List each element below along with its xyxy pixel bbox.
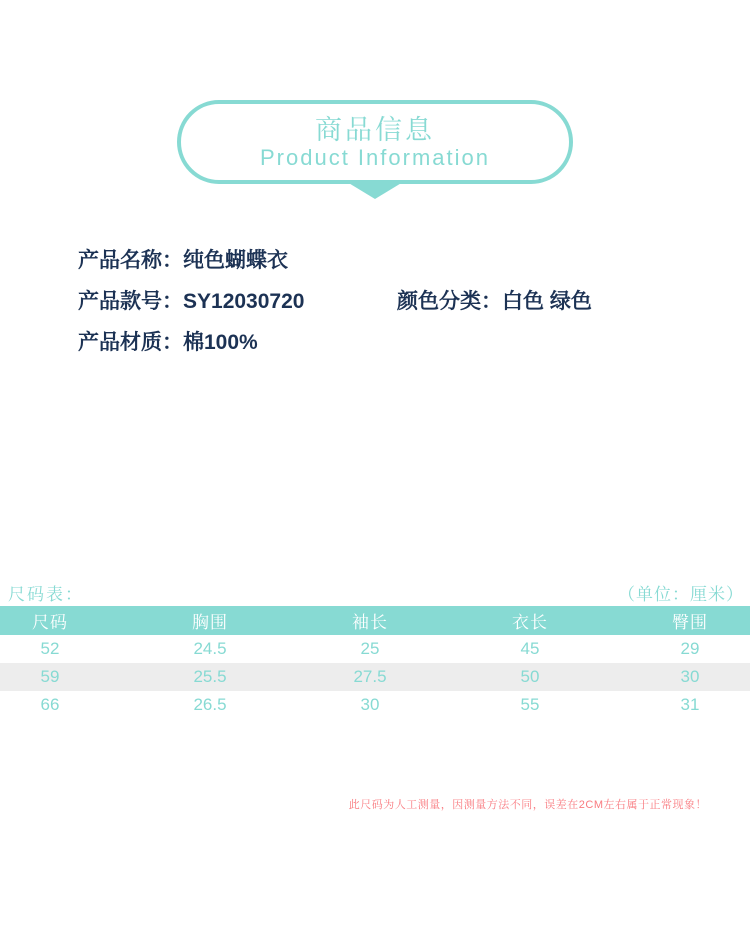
table-header-row: [0, 606, 750, 635]
product-material-row: [78, 331, 258, 355]
table-cell: 55: [520, 695, 540, 714]
table-row: [0, 691, 750, 719]
table-cell: 66: [40, 695, 60, 714]
table-cell: 50: [520, 667, 540, 686]
product-name-value: 纯色蝴蝶衣: [183, 249, 288, 272]
table-row: [0, 635, 750, 663]
table-header-cell: 衣长: [450, 606, 610, 635]
table-cell: 27.5: [353, 667, 387, 686]
table-header-cell: 尺码: [0, 606, 130, 635]
product-material-label: 产品材质：: [78, 331, 183, 354]
product-color-value: 白色 绿色: [502, 290, 592, 313]
product-sku-value: SY12030720: [183, 290, 305, 313]
page-subtitle: Product Information: [260, 144, 490, 170]
product-material-value: 棉100%: [183, 331, 258, 354]
table-cell: 45: [520, 639, 540, 658]
size-chart-table: [0, 606, 750, 719]
size-chart-table-head: [0, 606, 750, 635]
size-chart-unit: （单位：厘米）: [618, 585, 744, 604]
product-sku-label: 产品款号：: [78, 290, 183, 313]
table-row: [0, 663, 750, 691]
product-color-row: [397, 290, 592, 314]
table-cell: 26.5: [193, 695, 227, 714]
table-cell: 30: [680, 667, 700, 686]
bubble-tail-icon: [347, 182, 403, 199]
table-cell: 31: [680, 695, 700, 714]
page-title: 商品信息: [315, 114, 435, 145]
table-header-cell: 胸围: [130, 606, 290, 635]
measurement-note: 此尺码为人工测量，因测量方法不同，误差在2CM左右属于正常现象！: [348, 799, 707, 811]
table-cell: 52: [40, 639, 60, 658]
table-cell: 24.5: [193, 639, 227, 658]
size-chart-table-wrapper: [0, 606, 750, 719]
product-color-label: 颜色分类：: [397, 290, 502, 313]
table-cell: 25: [360, 639, 380, 658]
size-chart-title: 尺码表：: [8, 585, 84, 604]
table-cell: 25.5: [193, 667, 227, 686]
table-cell: 30: [360, 695, 380, 714]
product-name-row: [78, 249, 288, 273]
table-header-cell: 袖长: [290, 606, 450, 635]
table-cell: 59: [40, 667, 60, 686]
product-sku-row: [78, 290, 304, 314]
product-name-label: 产品名称：: [78, 249, 183, 272]
header-bubble: [177, 100, 573, 184]
table-header-cell: 臀围: [610, 606, 750, 635]
size-chart-table-body: [0, 635, 750, 719]
table-cell: 29: [680, 639, 700, 658]
